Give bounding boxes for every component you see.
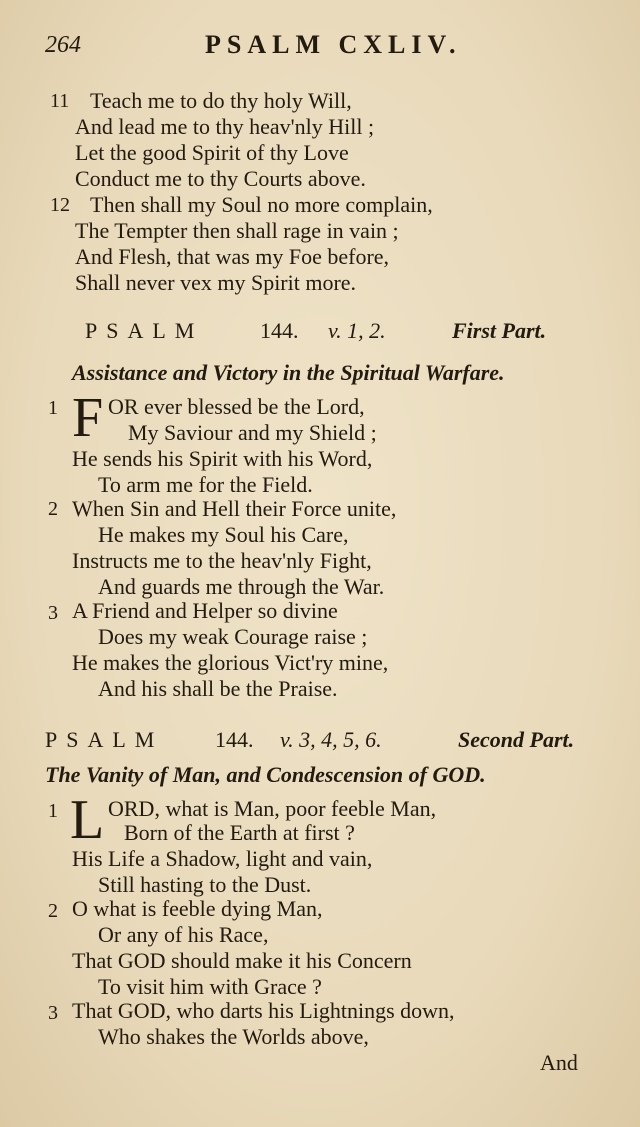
verse-line: That GOD should make it his Concern [72,948,412,973]
verse-line: The Tempter then shall rage in vain ; [75,218,399,243]
stanza-number: 12 [50,194,70,216]
page-number: 264 [45,32,81,58]
psalm-reference: 144. [260,318,299,343]
verse-line: Still hasting to the Dust. [98,872,312,897]
section-subtitle: The Vanity of Man, and Condescension of GOD. [45,762,486,787]
drop-cap: F [72,387,104,449]
stanza-number: 1 [48,800,58,822]
verse-line: He sends his Spirit with his Word, [72,446,373,471]
psalm-heading: PSALM [85,318,204,343]
stanza-number: 11 [50,90,70,112]
drop-cap: L [70,789,105,851]
verse-line: And guards me through the War. [98,574,385,599]
verse-line: ORD, what is Man, poor feeble Man, [108,796,437,821]
verse-line: When Sin and Hell their Force unite, [72,496,397,521]
catchword: And [540,1050,578,1075]
verse-line: His Life a Shadow, light and vain, [72,846,373,871]
verse-line: He makes the glorious Vict'ry mine, [72,650,389,675]
verse-reference: v. 1, 2. [328,318,386,343]
verse-line: Who shakes the Worlds above, [98,1024,369,1049]
verse-line: And his shall be the Praise. [98,676,338,701]
verse-reference: v. 3, 4, 5, 6. [280,727,382,752]
stanza-number: 2 [48,900,58,922]
stanza-number: 3 [48,602,58,624]
part-label: First Part. [452,318,547,343]
verse-line: Shall never vex my Spirit more. [75,270,357,295]
psalm-reference: 144. [215,727,254,752]
verse-line: My Saviour and my Shield ; [128,420,377,445]
verse-line: A Friend and Helper so divine [72,598,338,623]
stanza-number: 3 [48,1002,58,1024]
psalm-heading: PSALM [45,727,164,752]
verse-line: Let the good Spirit of thy Love [75,140,349,165]
verse-line: To arm me for the Field. [98,472,313,497]
verse-line: Teach me to do thy holy Will, [90,88,352,113]
verse-line: Does my weak Courage raise ; [98,624,368,649]
verse-line: And Flesh, that was my Foe before, [75,244,390,269]
part-label: Second Part. [458,727,575,752]
verse-line: That GOD, who darts his Lightnings down, [72,998,455,1023]
verse-line: He makes my Soul his Care, [98,522,349,547]
verse-line: OR ever blessed be the Lord, [108,394,365,419]
stanza-number: 2 [48,498,58,520]
page-header-title: PSALM CXLIV. [205,30,462,59]
verse-line: Then shall my Soul no more complain, [90,192,433,217]
stanza-number: 1 [48,397,58,419]
verse-line: Born of the Earth at first ? [124,820,355,845]
verse-line: To visit him with Grace ? [98,974,322,999]
verse-line: Or any of his Race, [98,922,269,947]
section-subtitle: Assistance and Victory in the Spiritual Warfare. [72,360,505,385]
verse-line: O what is feeble dying Man, [72,896,323,921]
verse-line: Conduct me to thy Courts above. [75,166,366,191]
verse-line: Instructs me to the heav'nly Fight, [72,548,372,573]
verse-line: And lead me to thy heav'nly Hill ; [75,114,375,139]
